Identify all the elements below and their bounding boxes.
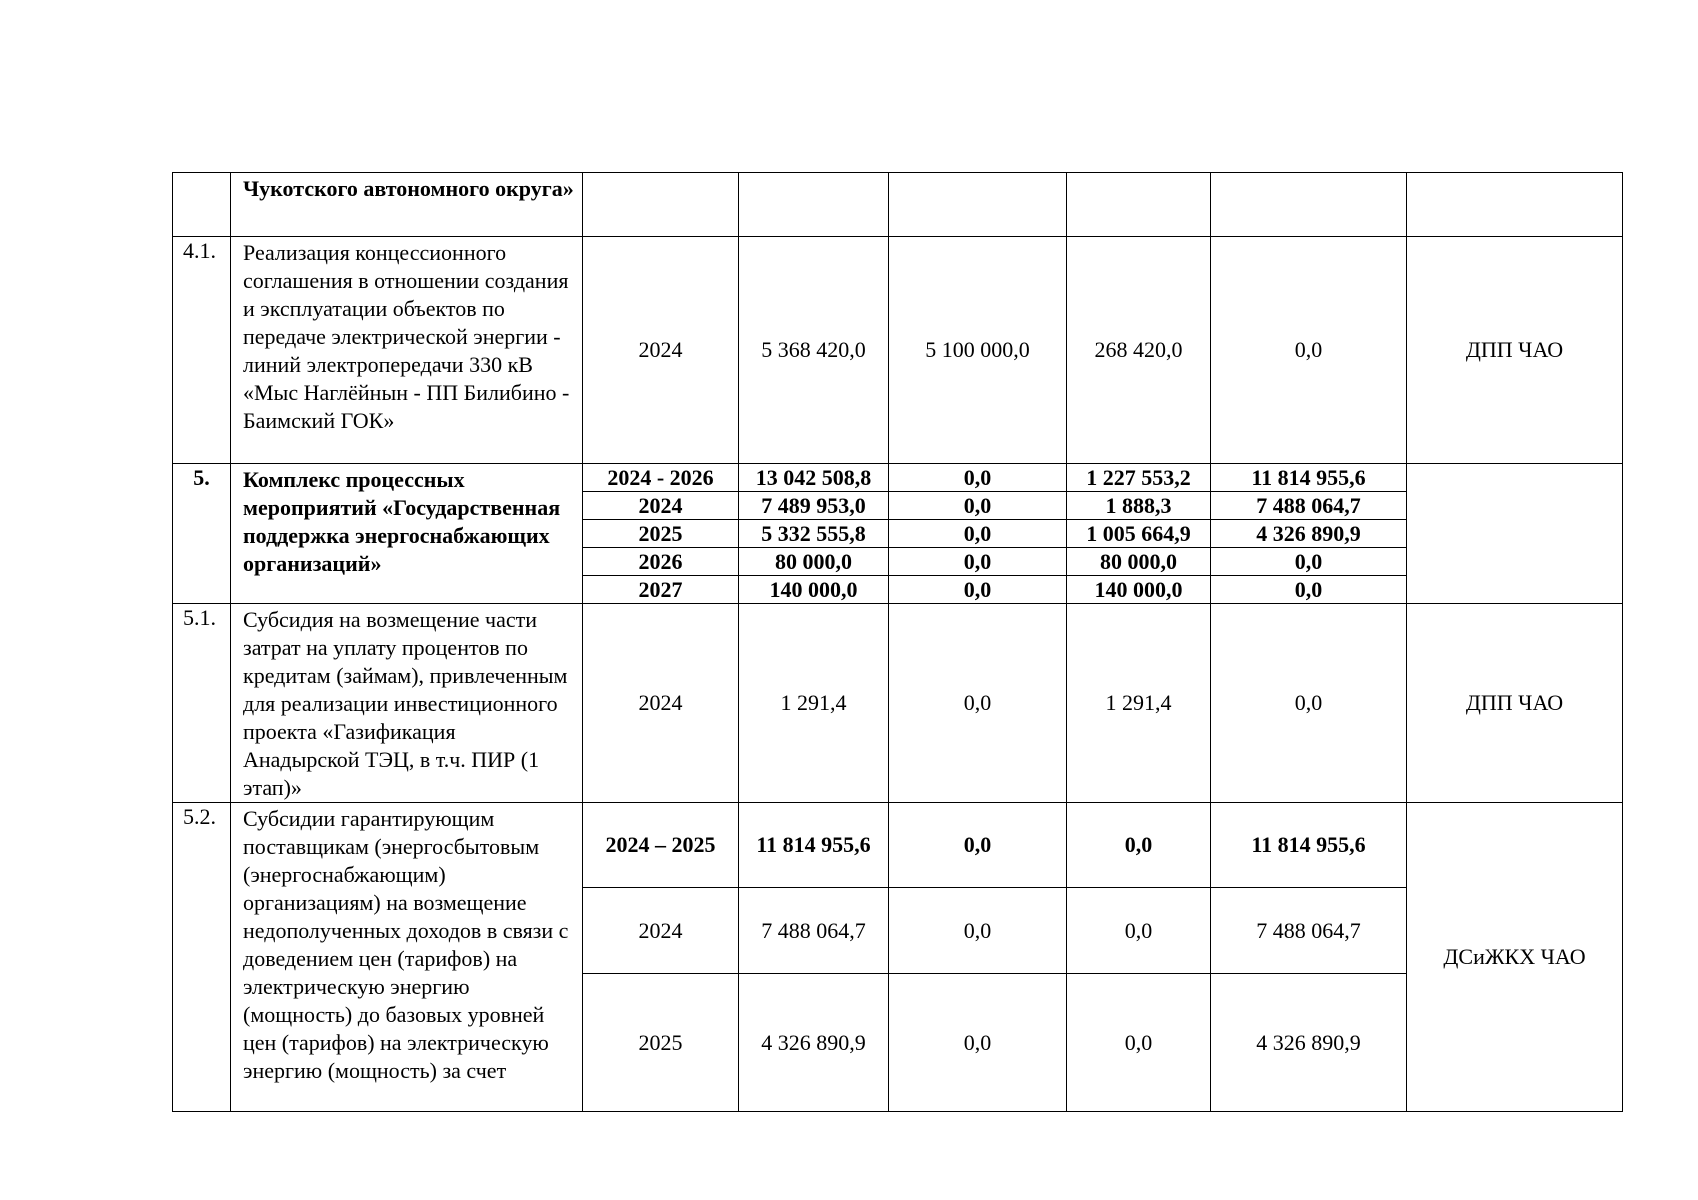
total-cell: 80 000,0 [739, 548, 889, 576]
other-cell: 11 814 955,6 [1211, 803, 1407, 888]
federal-cell: 0,0 [889, 803, 1067, 888]
total-cell: 11 814 955,6 [739, 803, 889, 888]
federal-cell: 5 100 000,0 [889, 237, 1067, 464]
year-cell: 2024 - 2026 [583, 464, 739, 492]
federal-cell: 0,0 [889, 548, 1067, 576]
regional-cell: 268 420,0 [1067, 237, 1211, 464]
other-cell: 7 488 064,7 [1211, 492, 1407, 520]
responsible-cell: ДСиЖКХ ЧАО [1407, 803, 1623, 1112]
other-cell: 0,0 [1211, 548, 1407, 576]
row-name: Реализация концессионного соглашения в отношении создания и эксплуатации объектов по передаче электрической энергии - линий электропередачи 330 кВ «Мыс Наглёйнын - ПП Билибино - Баимский ГОК» [231, 237, 583, 464]
regional-cell: 0,0 [1067, 974, 1211, 1112]
total-cell: 13 042 508,8 [739, 464, 889, 492]
other-cell: 4 326 890,9 [1211, 974, 1407, 1112]
other-cell: 11 814 955,6 [1211, 464, 1407, 492]
year-cell: 2025 [583, 974, 739, 1112]
table-row-continuation [173, 173, 1623, 237]
regional-cell: 0,0 [1067, 803, 1211, 888]
row-number: 5. [173, 464, 231, 604]
row-name: Субсидии гарантирующим поставщикам (энергосбытовым (энергоснабжающим) организациям) на возмещение недополученных доходов в связи с доведением цен (тарифов) на электрическую энергию (мощность) до базовых уровней цен (тарифов) на электрическую энергию (мощность) за счет [231, 803, 583, 1112]
regional-cell: 1 291,4 [1067, 604, 1211, 803]
total-cell: 1 291,4 [739, 604, 889, 803]
table-row-4-1 [173, 237, 1623, 464]
table-row-5-2 [173, 803, 1623, 888]
continuation-name: Чукотского автономного округа» [231, 173, 583, 237]
total-cell: 7 488 064,7 [739, 888, 889, 974]
total-cell: 4 326 890,9 [739, 974, 889, 1112]
year-cell: 2025 [583, 520, 739, 548]
year-cell: 2024 [583, 237, 739, 464]
other-cell: 4 326 890,9 [1211, 520, 1407, 548]
other-cell: 0,0 [1211, 237, 1407, 464]
regional-cell: 80 000,0 [1067, 548, 1211, 576]
year-cell: 2024 [583, 492, 739, 520]
federal-cell: 0,0 [889, 576, 1067, 604]
row-number: 4.1. [173, 237, 231, 464]
table-row-5 [173, 464, 1623, 492]
federal-cell: 0,0 [889, 604, 1067, 803]
table-row-5-1 [173, 604, 1623, 803]
regional-cell: 1 888,3 [1067, 492, 1211, 520]
year-cell: 2024 [583, 888, 739, 974]
total-cell: 5 368 420,0 [739, 237, 889, 464]
year-cell: 2027 [583, 576, 739, 604]
year-cell: 2026 [583, 548, 739, 576]
responsible-cell: ДПП ЧАО [1407, 237, 1623, 464]
other-cell: 0,0 [1211, 576, 1407, 604]
total-cell: 7 489 953,0 [739, 492, 889, 520]
num-cell [173, 173, 231, 237]
budget-table [172, 172, 1623, 1112]
regional-cell: 0,0 [1067, 888, 1211, 974]
federal-cell: 0,0 [889, 520, 1067, 548]
total-cell: 140 000,0 [739, 576, 889, 604]
row-name: Комплекс процессных мероприятий «Государственная поддержка энергоснабжающих организаций» [231, 464, 583, 604]
year-cell: 2024 [583, 604, 739, 803]
row-name: Субсидия на возмещение части затрат на уплату процентов по кредитам (займам), привлеченным для реализации инвестиционного проекта «Газификация Анадырской ТЭЦ, в т.ч. ПИР (1 этап)» [231, 604, 583, 803]
row-number: 5.1. [173, 604, 231, 803]
federal-cell: 0,0 [889, 464, 1067, 492]
regional-cell: 1 005 664,9 [1067, 520, 1211, 548]
federal-cell: 0,0 [889, 974, 1067, 1112]
total-cell: 5 332 555,8 [739, 520, 889, 548]
other-cell: 0,0 [1211, 604, 1407, 803]
row-number: 5.2. [173, 803, 231, 1112]
federal-cell: 0,0 [889, 492, 1067, 520]
other-cell: 7 488 064,7 [1211, 888, 1407, 974]
regional-cell: 1 227 553,2 [1067, 464, 1211, 492]
federal-cell: 0,0 [889, 888, 1067, 974]
responsible-cell: ДПП ЧАО [1407, 604, 1623, 803]
year-cell: 2024 – 2025 [583, 803, 739, 888]
responsible-cell [1407, 464, 1623, 604]
regional-cell: 140 000,0 [1067, 576, 1211, 604]
